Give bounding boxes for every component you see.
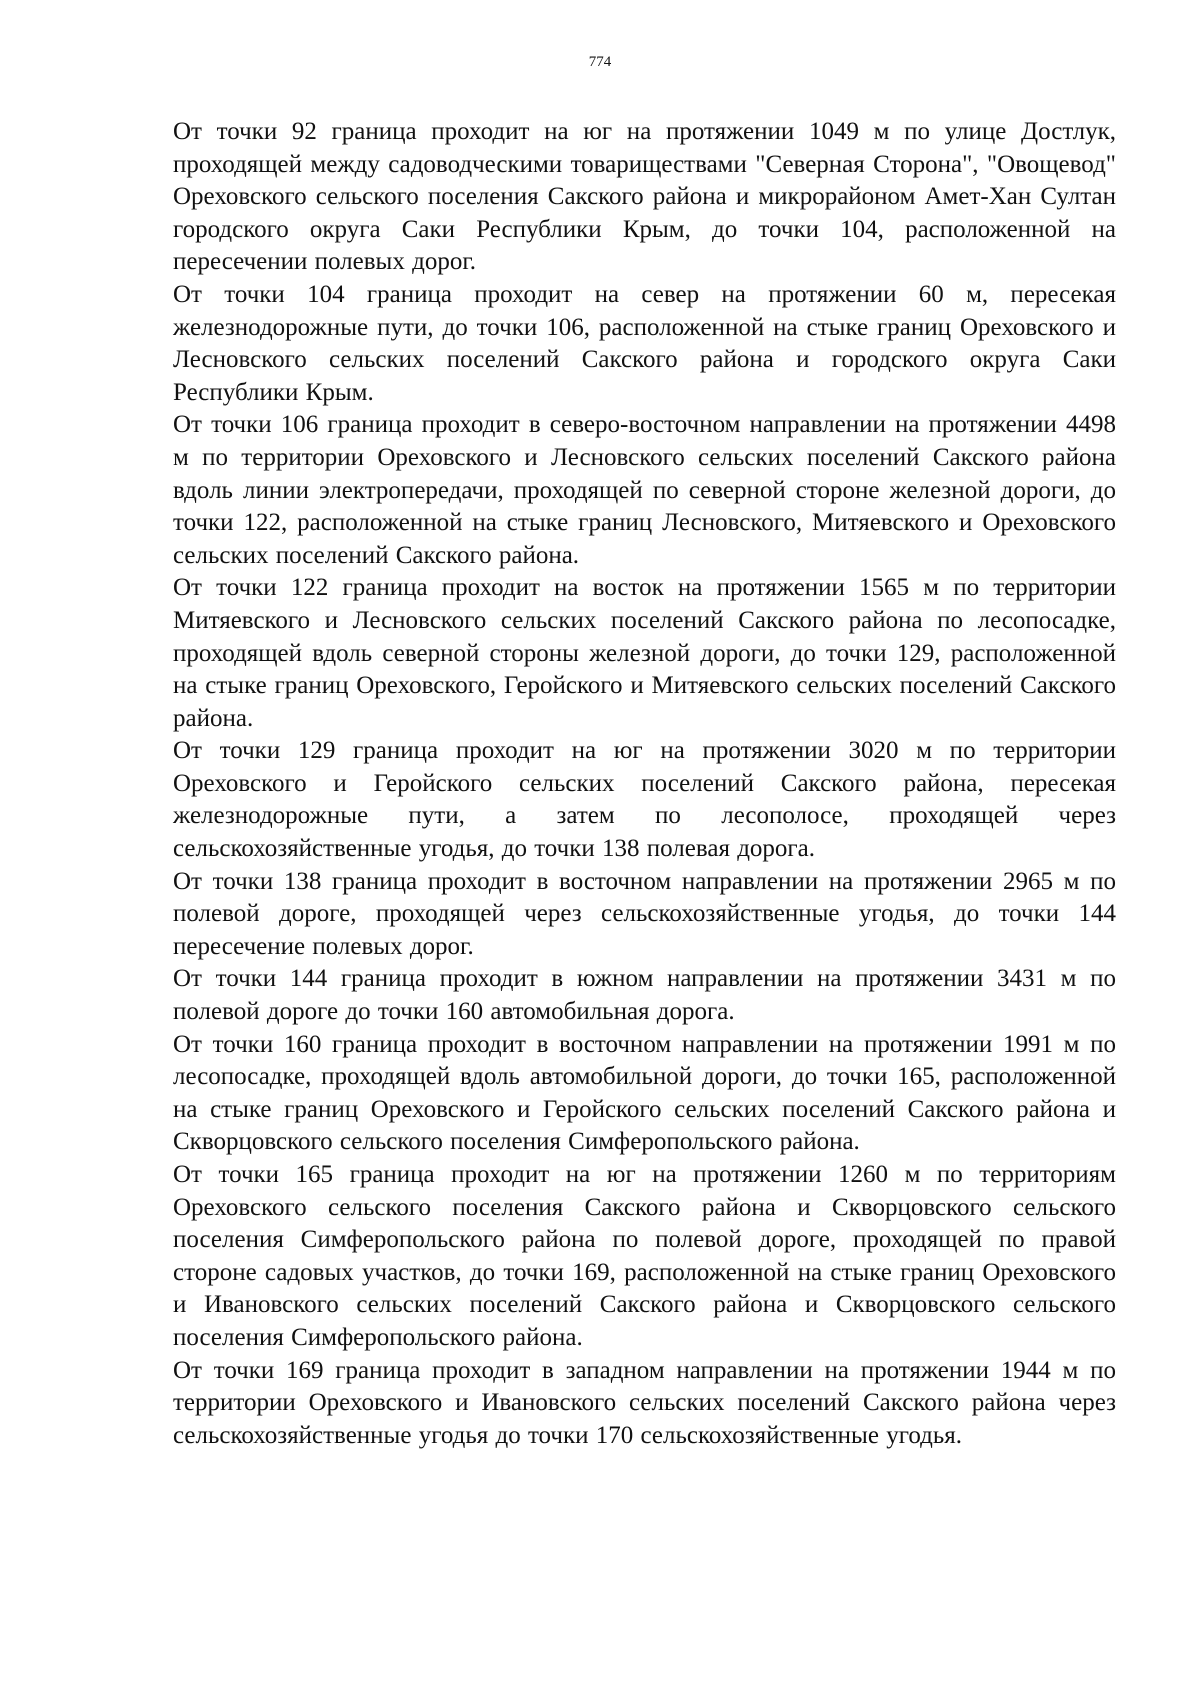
paragraph-point-122: От точки 122 граница проходит на восток на протяжении 1565 м по территории Митяевского и Лесновского сельских поселений Сакского района по лесопосадке, проходящей вдоль северной стороны железной дороги, до точки 129, расположенной на стыке границ Ореховского, Геройского и Митяевского сельских поселений Сакского района. [173, 574, 1116, 732]
paragraph-point-92: От точки 92 граница проходит на юг на протяжении 1049 м по улице Достлук, проходящей между садоводческими товариществами "Северная Сторона", "Овощевод" Ореховского сельского поселения Сакского района и микрорайоном Амет-Хан Султан городского округа Саки Республики Крым, до точки 104, расположенной на пересечении полевых дорог. [173, 118, 1116, 276]
paragraph-point-169: От точки 169 граница проходит в западном направлении на протяжении 1944 м по территории Ореховского и Ивановского сельских поселений Сакского района через сельскохозяйственные угодья до точки 170 сельскохозяйственные угодья. [173, 1356, 1116, 1449]
paragraph-point-129: От точки 129 граница проходит на юг на протяжении 3020 м по территории Ореховского и Геройского сельских поселений Сакского района, пересекая железнодорожные пути, а затем по лесополосе, проходящей через сельскохозяйственные угодья, до точки 138 полевая дорога. [173, 737, 1116, 863]
page-number: 774 [588, 54, 612, 70]
paragraph-point-144: От точки 144 граница проходит в южном направлении на протяжении 3431 м по полевой дороге до точки 160 автомобильная дорога. [173, 965, 1116, 1026]
paragraph-point-104: От точки 104 граница проходит на север на протяжении 60 м, пересекая железнодорожные пути, до точки 106, расположенной на стыке границ Ореховского и Лесновского сельских поселений Сакского района и городского округа Саки Республики Крым. [173, 280, 1116, 406]
paragraph-point-106: От точки 106 граница проходит в северо-восточном направлении на протяжении 4498 м по территории Ореховского и Лесновского сельских поселений Сакского района вдоль линии электропередачи, проходящей по северной стороне железной дороги, до точки 122, расположенной на стыке границ Лесновского, Митяевского и Ореховского сельских поселений Сакского района. [173, 411, 1116, 569]
paragraph-point-165: От точки 165 граница проходит на юг на протяжении 1260 м по территориям Ореховского сельского поселения Сакского района и Скворцовского сельского поселения Симферопольского района по полевой дороге, проходящей по правой стороне садовых участков, до точки 169, расположенной на стыке границ Ореховского и Ивановского сельских поселений Сакского района и Скворцовского сельского поселения Симферопольского района. [173, 1161, 1116, 1351]
paragraph-point-160: От точки 160 граница проходит в восточном направлении на протяжении 1991 м по лесопосадке, проходящей вдоль автомобильной дороги, до точки 165, расположенной на стыке границ Ореховского и Геройского сельских поселений Сакского района и Скворцовского сельского поселения Симферопольского района. [173, 1030, 1116, 1156]
paragraph-point-138: От точки 138 граница проходит в восточном направлении на протяжении 2965 м по полевой дороге, проходящей через сельскохозяйственные угодья, до точки 144 пересечение полевых дорог. [173, 867, 1116, 960]
document-body [173, 116, 1116, 1452]
